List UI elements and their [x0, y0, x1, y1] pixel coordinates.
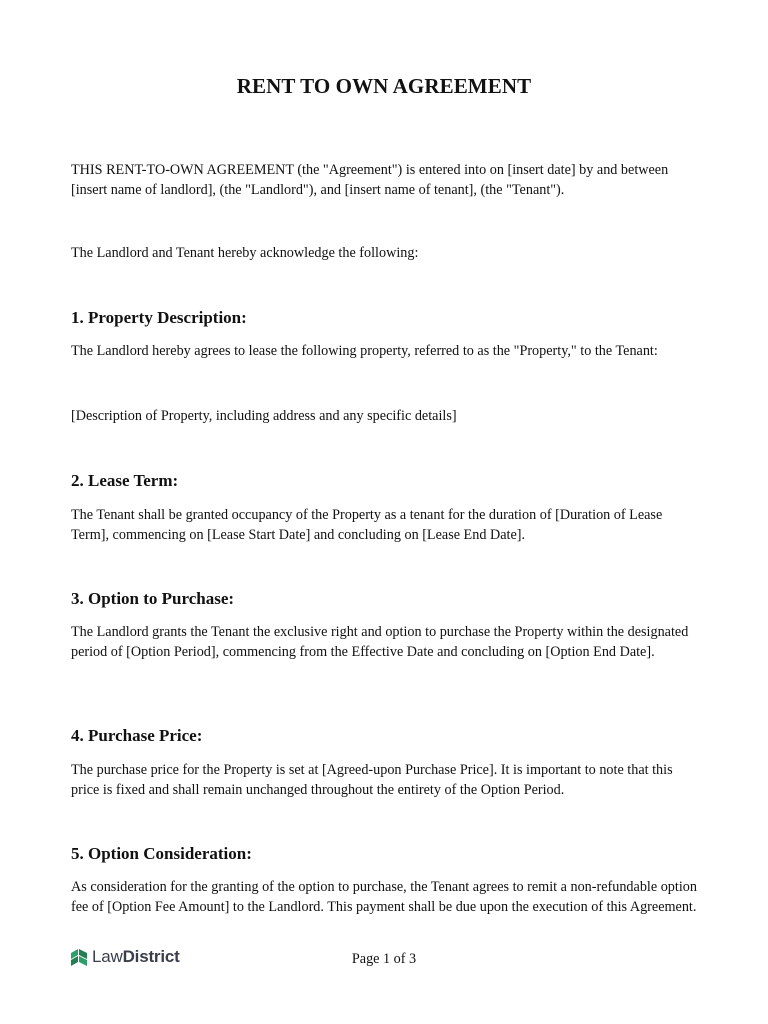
- property-description-placeholder: [Description of Property, including address and any specific details]: [71, 408, 457, 424]
- intro-paragraph: THIS RENT-TO-OWN AGREEMENT (the "Agreement") is entered into on [insert date] by and between [insert name of landlord], (the "Landlord"), and [insert name of tenant], (the "Tenant").: [71, 162, 669, 198]
- section-body-purchase-price: The purchase price for the Property is set at [Agreed-upon Purchase Price]. It is important to note that this price is fixed and shall remain unchanged throughout the entirety of the Option Period.: [71, 762, 673, 798]
- page-number: Page 1 of 3: [351, 951, 417, 967]
- section-heading-option-consideration: 5. Option Consideration:: [71, 844, 252, 863]
- document-title: RENT TO OWN AGREEMENT: [236, 74, 532, 98]
- section-body-option-to-purchase: The Landlord grants the Tenant the exclusive right and option to purchase the Property within the designated period of [Option Period], commencing from the Effective Date and concluding on [Option End Date].: [71, 624, 689, 660]
- section-heading-lease-term: 2. Lease Term:: [71, 471, 179, 490]
- section-body-property-description: The Landlord hereby agrees to lease the following property, referred to as the "Property," to the Tenant:: [71, 343, 658, 359]
- section-body-lease-term: The Tenant shall be granted occupancy of the Property as a tenant for the duration of [Duration of Lease Term], commencing on [Lease Start Date] and concluding on [Lease End Date].: [71, 507, 663, 543]
- logo-text-law: Law: [92, 947, 123, 966]
- section-body-option-consideration: As consideration for the granting of the option to purchase, the Tenant agrees to remit a non-refundable option fee of [Option Fee Amount] to the Landlord. This payment shall be due upon the execution of this Agreement.: [71, 879, 697, 915]
- section-heading-property-description: 1. Property Description:: [71, 308, 247, 327]
- logo-text-district: District: [122, 947, 180, 966]
- section-heading-purchase-price: 4. Purchase Price:: [71, 726, 203, 745]
- acknowledge-paragraph: The Landlord and Tenant hereby acknowledge the following:: [71, 245, 419, 261]
- section-heading-option-to-purchase: 3. Option to Purchase:: [71, 589, 235, 608]
